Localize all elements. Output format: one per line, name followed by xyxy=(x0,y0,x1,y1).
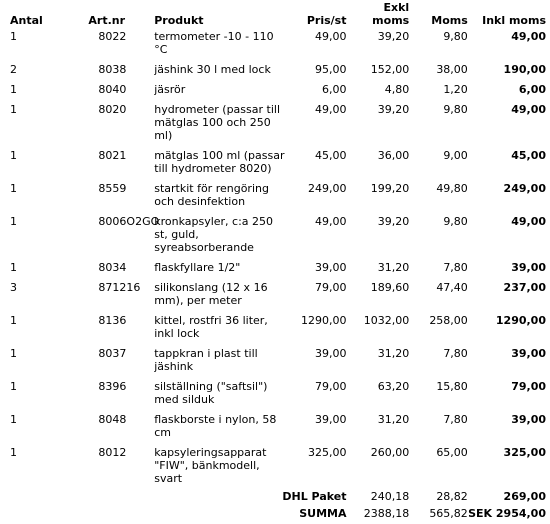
cell-moms: 15,80 xyxy=(436,380,468,393)
cell-produkt: silställning ("saftsil") med silduk xyxy=(154,380,268,406)
cell-exkl-moms: 31,20 xyxy=(377,413,410,426)
cell-antal: 1 xyxy=(10,413,17,426)
cell-moms: 47,40 xyxy=(436,281,468,294)
cell-pris: 1290,00 xyxy=(300,314,347,327)
header-pris: Pris/st xyxy=(306,14,347,27)
header-exkl-line2: moms xyxy=(372,14,410,27)
cell-inkl-moms: 237,00 xyxy=(503,281,546,294)
table-row xyxy=(0,378,546,411)
cell-moms: 1,20 xyxy=(443,83,468,96)
cell-antal: 1 xyxy=(10,314,17,327)
header-antal: Antal xyxy=(10,14,43,27)
table-row xyxy=(0,81,546,101)
dhl-label: DHL Paket xyxy=(282,490,347,503)
cell-artnr: 8020 xyxy=(98,103,127,116)
header-produkt: Produkt xyxy=(154,14,204,27)
cell-exkl-moms: 152,00 xyxy=(370,63,410,76)
cell-exkl-moms: 4,80 xyxy=(384,83,410,96)
cell-antal: 1 xyxy=(10,182,17,195)
cell-artnr: 8037 xyxy=(98,347,127,360)
cell-antal: 1 xyxy=(10,261,17,274)
summa-label: SUMMA xyxy=(299,507,347,520)
cell-produkt: kronkapsyler, c:a 250 st, guld, syreabsorberande xyxy=(154,215,274,254)
header-moms: Moms xyxy=(431,14,468,27)
cell-inkl-moms: 49,00 xyxy=(511,30,546,43)
cell-inkl-moms: 6,00 xyxy=(518,83,546,96)
header-exkl-moms xyxy=(346,0,409,28)
dhl-inkl: 269,00 xyxy=(503,490,546,503)
cell-inkl-moms: 39,00 xyxy=(511,413,546,426)
cell-artnr: 8396 xyxy=(98,380,127,393)
cell-inkl-moms: 325,00 xyxy=(503,446,546,459)
cell-produkt: kapsyleringsapparat "FIW", bänkmodell, svart xyxy=(154,446,267,485)
cell-inkl-moms: 190,00 xyxy=(503,63,546,76)
cell-produkt: mätglas 100 ml (passar till hydrometer 8020) xyxy=(154,149,285,175)
cell-produkt: kittel, rostfri 36 liter, inkl lock xyxy=(154,314,268,340)
cell-moms: 9,80 xyxy=(443,103,468,116)
summa-moms: 565,82 xyxy=(429,507,468,520)
cell-artnr: 8136 xyxy=(98,314,127,327)
cell-inkl-moms: 1290,00 xyxy=(495,314,546,327)
cell-artnr: 8040 xyxy=(98,83,127,96)
cell-moms: 49,80 xyxy=(436,182,468,195)
table-row xyxy=(0,444,546,490)
cell-antal: 1 xyxy=(10,347,17,360)
cell-produkt: hydrometer (passar till mätglas 100 och 250 ml) xyxy=(154,103,280,142)
summa-exkl: 2388,18 xyxy=(363,507,410,520)
cell-produkt: termometer -10 - 110 °C xyxy=(154,30,274,56)
cell-inkl-moms: 79,00 xyxy=(511,380,546,393)
table-row xyxy=(0,279,546,312)
cell-inkl-moms: 39,00 xyxy=(511,347,546,360)
cell-artnr: 8034 xyxy=(98,261,127,274)
table-row xyxy=(0,61,546,81)
cell-exkl-moms: 63,20 xyxy=(377,380,410,393)
cell-produkt: jäshink 30 l med lock xyxy=(154,63,271,76)
cell-exkl-moms: 31,20 xyxy=(377,347,410,360)
cell-inkl-moms: 39,00 xyxy=(511,261,546,274)
cell-produkt: flaskfyllare 1/2" xyxy=(154,261,241,274)
cell-produkt: jäsrör xyxy=(154,83,186,96)
header-exkl-line1: Exkl xyxy=(383,1,410,14)
cell-pris: 79,00 xyxy=(314,380,347,393)
cell-exkl-moms: 1032,00 xyxy=(363,314,410,327)
cell-moms: 7,80 xyxy=(443,261,468,274)
cell-exkl-moms: 36,00 xyxy=(377,149,410,162)
order-rows xyxy=(0,28,546,490)
cell-pris: 79,00 xyxy=(314,281,347,294)
cell-moms: 9,00 xyxy=(443,149,468,162)
cell-antal: 3 xyxy=(10,281,17,294)
table-row xyxy=(0,259,546,279)
cell-exkl-moms: 39,20 xyxy=(377,215,410,228)
cell-artnr: 8559 xyxy=(98,182,127,195)
cell-produkt: tappkran i plast till jäshink xyxy=(154,347,258,373)
cell-inkl-moms: 45,00 xyxy=(511,149,546,162)
cell-antal: 1 xyxy=(10,215,17,228)
cell-pris: 39,00 xyxy=(314,261,347,274)
table-row xyxy=(0,180,546,213)
header-artnr: Art.nr xyxy=(88,14,126,27)
table-row xyxy=(0,147,546,180)
table-row xyxy=(0,345,546,378)
cell-exkl-moms: 39,20 xyxy=(377,30,410,43)
cell-produkt: startkit för rengöring och desinfektion xyxy=(154,182,269,208)
cell-inkl-moms: 49,00 xyxy=(511,103,546,116)
cell-pris: 325,00 xyxy=(307,446,347,459)
header-inkl-moms: Inkl moms xyxy=(482,14,546,27)
table-row xyxy=(0,28,546,61)
cell-produkt: flaskborste i nylon, 58 cm xyxy=(154,413,277,439)
summa-inkl: SEK 2954,00 xyxy=(468,507,546,520)
summa-row xyxy=(0,507,546,524)
cell-exkl-moms: 31,20 xyxy=(377,261,410,274)
dhl-row xyxy=(0,490,546,507)
cell-antal: 2 xyxy=(10,63,17,76)
header-row xyxy=(0,0,546,28)
cell-pris: 49,00 xyxy=(314,215,347,228)
dhl-moms: 28,82 xyxy=(436,490,468,503)
cell-pris: 49,00 xyxy=(314,103,347,116)
cell-pris: 39,00 xyxy=(314,413,347,426)
cell-inkl-moms: 249,00 xyxy=(503,182,546,195)
cell-inkl-moms: 49,00 xyxy=(511,215,546,228)
cell-moms: 7,80 xyxy=(443,413,468,426)
cell-artnr: 8038 xyxy=(98,63,127,76)
cell-moms: 7,80 xyxy=(443,347,468,360)
cell-antal: 1 xyxy=(10,103,17,116)
cell-pris: 49,00 xyxy=(314,30,347,43)
cell-moms: 9,80 xyxy=(443,215,468,228)
cell-produkt: silikonslang (12 x 16 mm), per meter xyxy=(154,281,268,307)
table-row xyxy=(0,213,546,259)
cell-pris: 6,00 xyxy=(321,83,347,96)
cell-moms: 65,00 xyxy=(436,446,468,459)
table-row xyxy=(0,101,546,147)
cell-artnr: 8022 xyxy=(98,30,127,43)
cell-pris: 45,00 xyxy=(314,149,347,162)
cell-pris: 249,00 xyxy=(307,182,347,195)
cell-moms: 258,00 xyxy=(429,314,468,327)
cell-antal: 1 xyxy=(10,380,17,393)
cell-artnr: 8006O2GO xyxy=(98,215,160,228)
table-row xyxy=(0,312,546,345)
cell-antal: 1 xyxy=(10,446,17,459)
cell-antal: 1 xyxy=(10,149,17,162)
cell-antal: 1 xyxy=(10,83,17,96)
cell-artnr: 871216 xyxy=(98,281,141,294)
cell-moms: 38,00 xyxy=(436,63,468,76)
cell-pris: 39,00 xyxy=(314,347,347,360)
cell-exkl-moms: 189,60 xyxy=(370,281,410,294)
cell-exkl-moms: 199,20 xyxy=(370,182,410,195)
cell-antal: 1 xyxy=(10,30,17,43)
cell-artnr: 8012 xyxy=(98,446,127,459)
cell-exkl-moms: 39,20 xyxy=(377,103,410,116)
dhl-exkl: 240,18 xyxy=(370,490,410,503)
table-row xyxy=(0,411,546,444)
cell-exkl-moms: 260,00 xyxy=(370,446,410,459)
cell-artnr: 8048 xyxy=(98,413,127,426)
cell-artnr: 8021 xyxy=(98,149,127,162)
cell-pris: 95,00 xyxy=(314,63,347,76)
cell-moms: 9,80 xyxy=(443,30,468,43)
